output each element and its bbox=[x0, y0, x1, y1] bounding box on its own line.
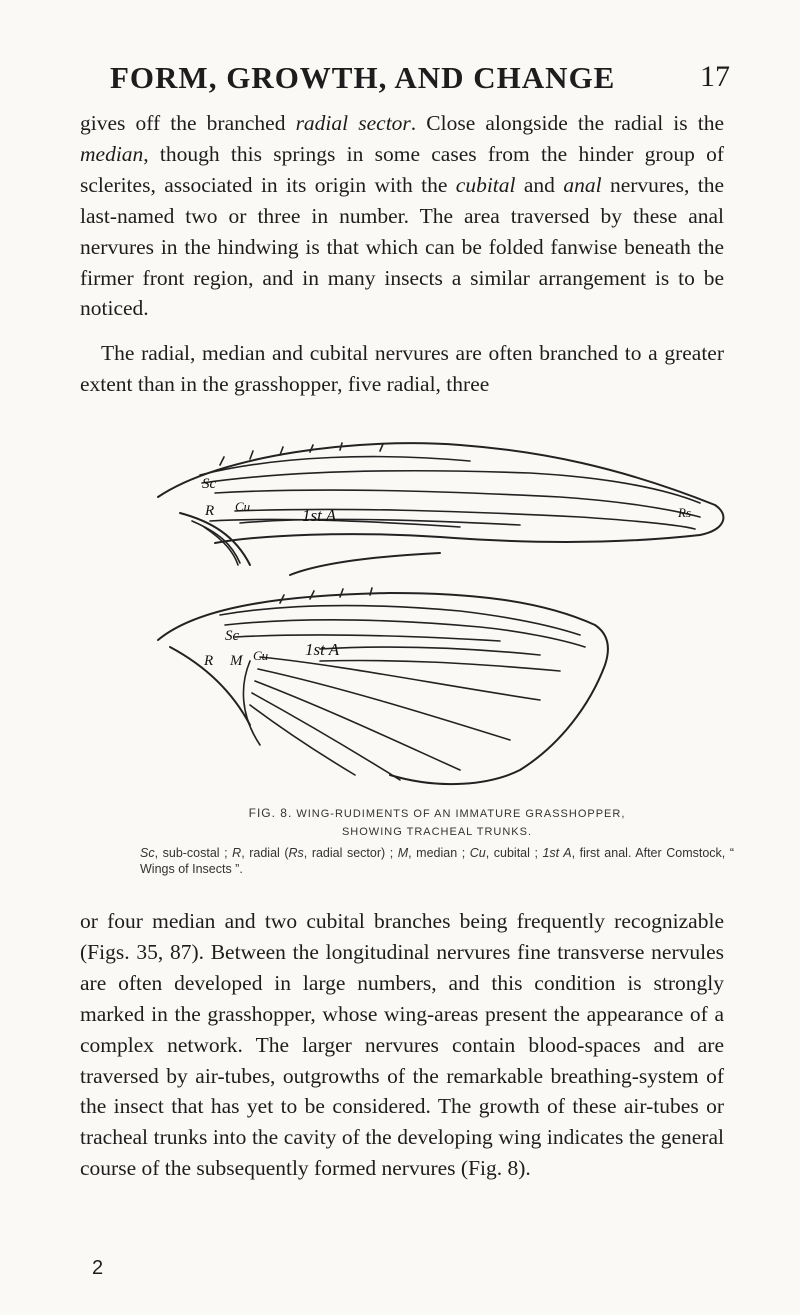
paragraph-1 bbox=[80, 108, 724, 324]
running-head: FORM, GROWTH, AND CHANGE bbox=[110, 60, 616, 95]
caption-term: 1st A bbox=[542, 846, 572, 860]
wing-drawing bbox=[140, 425, 730, 797]
figure-caption bbox=[140, 804, 734, 877]
caption-term: Sc bbox=[140, 846, 155, 860]
caption-run: , radial sector) ; bbox=[303, 846, 398, 860]
signature-mark: 2 bbox=[92, 1257, 104, 1279]
label-cu-upper: Cu bbox=[235, 499, 251, 514]
term-radial-sector: radial sector bbox=[295, 111, 411, 135]
figure-wing-rudiments bbox=[140, 425, 730, 797]
caption-title bbox=[140, 804, 734, 841]
label-r-lower: R bbox=[204, 653, 214, 669]
caption-term: R bbox=[232, 846, 242, 860]
page-number: 17 bbox=[700, 60, 730, 93]
caption-term: Rs bbox=[288, 846, 304, 860]
caption-run: , radial ( bbox=[241, 846, 289, 860]
label-1st-a-lower: 1st A bbox=[305, 640, 340, 659]
caption-term: Cu bbox=[469, 846, 486, 860]
text-run: and bbox=[515, 172, 564, 197]
caption-term: M bbox=[397, 846, 409, 860]
label-r-upper: R bbox=[205, 503, 215, 519]
paragraph-3: or four median and two cubital branches being frequently recognizable (Figs. 35, 87). Between the longitudinal nervures fine transverse nervules are often developed in large numbers, and this condition is strongly marked in the grasshopper, whose wing-areas present the appearance of a complex network. The larger nervures contain blood-spaces and are traversed by air-tubes, outgrowths of the remarkable breathing-system of the insect that has yet to be considered. The growth of these air-tubes or tracheal trunks into the cavity of the developing wing indicates the general course of the subsequently formed nervures (Fig. 8). bbox=[80, 909, 724, 1181]
caption-title-line-1: WING-RUDIMENTS OF AN IMMATURE GRASSHOPPER, bbox=[296, 808, 626, 820]
caption-run: , first anal. After Comstock, “ Wings of Insects ”. bbox=[140, 846, 734, 876]
caption-run: , sub-costal ; bbox=[154, 846, 233, 860]
label-cu-lower: Cu bbox=[253, 648, 269, 663]
caption-title-line-2: SHOWING TRACHEAL TRUNKS. bbox=[341, 826, 533, 838]
label-m-lower: M bbox=[230, 653, 243, 669]
caption-run: , median ; bbox=[408, 846, 470, 860]
term-median: median bbox=[80, 141, 144, 166]
text-run: , though this springs in some cases from the hinder group of sclerites, associated in its origin with the bbox=[80, 141, 724, 197]
text-run: . Close alongside the radial is the bbox=[410, 111, 724, 135]
figure-label: FIG. 8. bbox=[248, 806, 293, 820]
text-run: nervures, the last-named two or three in number. The area traversed by these anal nervures in the hindwing is that which can be folded fanwise beneath the firmer front region, and in many insects a similar arrangement is to be noticed. bbox=[80, 172, 725, 321]
paragraph-2: The radial, median and cubital nervures are often branched to a greater extent than in the grasshopper, five radial, three bbox=[80, 341, 724, 396]
caption-run: , cubital ; bbox=[485, 846, 543, 860]
term-anal: anal bbox=[563, 172, 602, 197]
label-sc-lower: Sc bbox=[225, 628, 240, 644]
page-header bbox=[80, 60, 730, 104]
term-cubital: cubital bbox=[455, 172, 516, 197]
label-sc-upper: Sc bbox=[202, 476, 217, 492]
text-run: gives off the branched bbox=[80, 111, 296, 135]
lower-wing bbox=[158, 588, 608, 784]
label-rs-upper: Rs bbox=[678, 505, 691, 520]
caption-body bbox=[140, 845, 734, 877]
label-1st-a-upper: 1st A bbox=[302, 506, 337, 525]
